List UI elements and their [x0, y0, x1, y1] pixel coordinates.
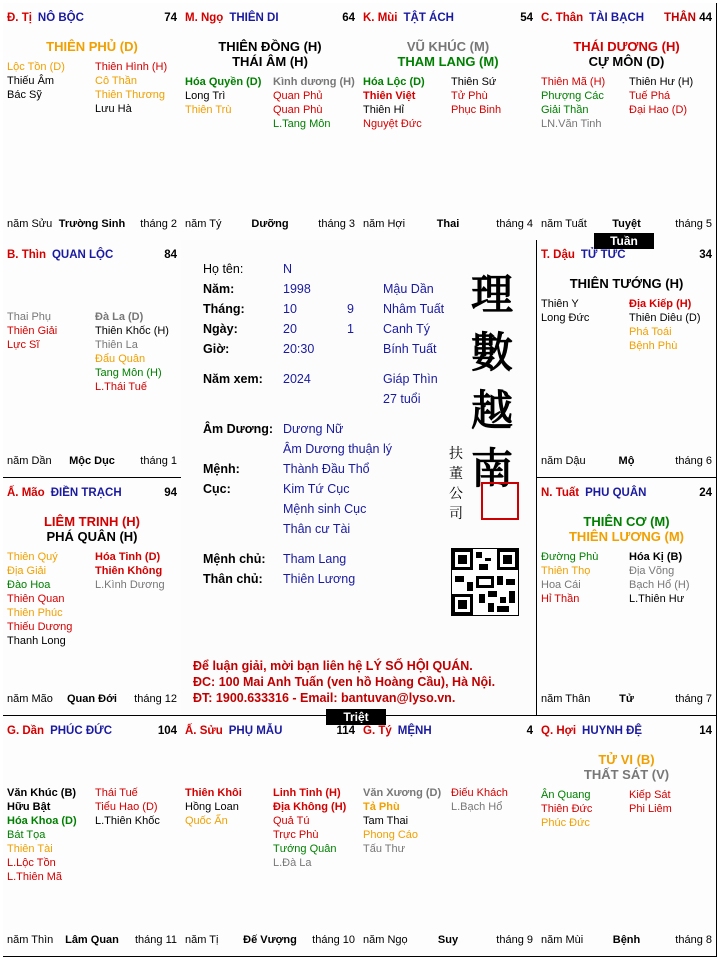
minor-stars-right	[629, 297, 701, 353]
minor-star: Văn Xương (D)	[363, 787, 442, 799]
minor-stars-right	[95, 60, 167, 116]
palace-mao[interactable]	[3, 478, 182, 716]
palace-stage: Mộ	[618, 455, 635, 467]
palace-stage: Suy	[437, 934, 459, 946]
minor-stars-right	[451, 786, 508, 814]
palace-footer	[363, 218, 533, 232]
main-stars	[537, 752, 716, 782]
palace-year: năm Tý	[185, 218, 222, 230]
palace-number: 24	[699, 487, 712, 499]
minor-star: Quả Tú	[273, 815, 310, 827]
palace-stage: Dưỡng	[251, 218, 289, 230]
chart-center-info	[181, 240, 537, 716]
sub-char-4: 司	[449, 506, 463, 522]
palace-branch: T. Dậu	[541, 249, 575, 261]
minor-star: Quốc Ấn	[185, 815, 228, 827]
day-lunar: 1	[347, 322, 354, 336]
hour-value: 20:30	[283, 342, 315, 356]
main-star: THIÊN LƯƠNG (M)	[568, 529, 685, 544]
palace-header	[541, 12, 712, 26]
minor-star: Tam Thai	[363, 815, 409, 827]
palace-number: 84	[164, 249, 177, 261]
minor-star: Đại Hao (D)	[629, 104, 688, 116]
main-star: CỰ MÔN (D)	[588, 54, 665, 69]
minor-star: Hóa Tinh (D)	[95, 551, 161, 563]
palace-ty[interactable]	[359, 716, 538, 957]
minor-star: Đẩu Quân	[95, 353, 146, 365]
main-stars	[537, 276, 716, 291]
palace-name: THIÊN DI	[229, 12, 279, 24]
palace-month: tháng 7	[675, 693, 712, 705]
palace-stage: Mộc Dục	[69, 455, 115, 467]
contact-line-2: ĐC: 100 Mai Anh Tuấn (ven hồ Hoàng Cầu), Hà Nội.	[193, 675, 496, 689]
minor-star: Thai Phụ	[7, 311, 52, 323]
minor-star: L.Kình Dương	[95, 579, 165, 591]
minor-star: Phúc Đức	[541, 817, 590, 829]
minor-star: Nguyệt Đức	[363, 118, 422, 130]
cuc-note-1: Mệnh sinh Cục	[283, 502, 367, 516]
minor-star: Phục Binh	[451, 104, 502, 116]
minor-star: Lực Sĩ	[7, 339, 40, 351]
minor-star: Thiên Tài	[7, 843, 53, 855]
minor-star: Hóa Lộc (D)	[363, 76, 425, 88]
minor-star: L.Bạch Hổ	[451, 801, 503, 813]
month-lunar: 9	[347, 302, 354, 316]
minor-star: Phong Cáo	[363, 829, 419, 841]
minor-star: L.Thiên Mã	[7, 871, 63, 883]
year-label: Năm:	[203, 282, 235, 296]
minor-star: Thiên Việt	[363, 90, 416, 102]
contact-line-3: ĐT: 1900.633316 - Email: bantuvan@lyso.vn.	[193, 691, 456, 705]
minor-star: Thiên Y	[541, 298, 579, 310]
brand-char-1: 理	[471, 270, 514, 319]
palace-header	[541, 487, 712, 501]
palace-name: QUAN LỘC	[51, 249, 114, 261]
palace-than[interactable]	[537, 3, 717, 241]
tuan-tag: Tuần	[594, 233, 654, 249]
main-star: VŨ KHÚC (M)	[406, 39, 490, 54]
minor-star: L.Đà La	[273, 857, 312, 869]
palace-header	[7, 487, 177, 501]
minor-star: Thiên Khốc (H)	[95, 325, 169, 337]
palace-number: 114	[336, 725, 355, 737]
minor-star: Hóa Khoa (D)	[7, 815, 77, 827]
minor-stars-left	[7, 60, 65, 102]
minor-stars-left	[541, 297, 589, 325]
month-label: Tháng:	[203, 302, 245, 316]
minor-star: Thiên Thọ	[541, 565, 591, 577]
palace-branch: Đ. Tị	[7, 12, 32, 24]
minor-stars-left	[363, 786, 441, 856]
menh-label: Mệnh:	[203, 462, 240, 476]
minor-star: Thanh Long	[7, 635, 66, 647]
main-stars	[3, 39, 181, 54]
palace-number: 34	[699, 249, 712, 261]
palace-header	[185, 12, 355, 26]
minor-star: Bác Sỹ	[7, 89, 42, 101]
minor-star: Thiên Hình (H)	[95, 61, 168, 73]
palace-branch: G. Dần	[7, 725, 45, 737]
minor-star: Thiên Quý	[7, 551, 58, 563]
minor-stars-right	[451, 75, 501, 117]
minor-stars-left	[363, 75, 425, 131]
palace-month: tháng 12	[134, 693, 177, 705]
palace-stage: Bệnh	[612, 934, 641, 946]
minor-star: Quan Phủ	[273, 90, 323, 102]
menh-chu-label: Mệnh chủ:	[203, 552, 266, 566]
palace-month: tháng 10	[312, 934, 355, 946]
minor-star: Bệnh Phù	[629, 340, 678, 352]
red-seal-icon	[481, 482, 519, 520]
minor-star: Tấu Thư	[363, 843, 406, 855]
minor-star: Hồng Loan	[185, 801, 239, 813]
minor-star: Thiên Quan	[7, 593, 65, 605]
palace-header	[363, 12, 533, 26]
than-marker: THÂN	[664, 12, 696, 24]
minor-star: LN.Văn Tinh	[541, 118, 602, 130]
minor-stars-left	[185, 75, 261, 117]
palace-month: tháng 11	[134, 934, 177, 946]
palace-tuat[interactable]	[537, 478, 717, 716]
sub-char-1: 扶	[449, 446, 463, 462]
palace-footer	[7, 218, 177, 232]
minor-star: Điếu Khách	[451, 787, 508, 799]
minor-star: Tả Phù	[363, 801, 400, 813]
brand-char-4: 南	[471, 444, 514, 493]
palace-name: PHỤ MẪU	[228, 725, 283, 737]
minor-stars-right	[273, 786, 346, 870]
palace-branch: N. Tuất	[541, 487, 580, 499]
name-value: N	[283, 262, 293, 276]
palace-footer	[7, 693, 177, 707]
minor-star: Phượng Các	[541, 90, 604, 102]
palace-name: MỆNH	[397, 725, 432, 737]
palace-number: 54	[520, 12, 533, 24]
palace-number: 64	[342, 12, 355, 24]
palace-year: năm Dần	[7, 455, 52, 467]
minor-stars-left	[7, 786, 77, 884]
palace-name: NÔ BỘC	[37, 12, 84, 24]
main-stars	[181, 39, 359, 69]
minor-stars-left	[7, 310, 57, 352]
palace-header	[7, 725, 177, 739]
minor-star: Kiếp Sát	[629, 789, 671, 801]
palace-suu[interactable]	[181, 716, 360, 957]
palace-footer	[541, 455, 712, 469]
palace-branch: C. Thân	[541, 12, 584, 24]
minor-star: Thiên Đức	[541, 803, 593, 815]
minor-star: Hoa Cái	[541, 579, 581, 591]
minor-stars-right	[629, 550, 690, 606]
minor-star: Tiểu Hao (D)	[95, 801, 158, 813]
minor-star: Ân Quang	[541, 789, 591, 801]
palace-branch: B. Thìn	[7, 249, 46, 261]
palace-footer	[363, 934, 533, 948]
main-stars	[3, 514, 181, 544]
view-year-can: Giáp Thìn	[383, 372, 438, 386]
palace-month: tháng 1	[140, 455, 177, 467]
palace-stage: Trường Sinh	[58, 218, 126, 230]
palace-footer	[185, 218, 355, 232]
minor-star: Tang Môn (H)	[95, 367, 162, 379]
palace-ti[interactable]	[3, 3, 182, 241]
age-value: 27 tuổi	[383, 392, 421, 406]
palace-branch: G. Tý	[363, 725, 392, 737]
palace-name: PHU QUÂN	[585, 487, 647, 499]
palace-year: năm Thân	[541, 693, 591, 705]
minor-star: Đà La (D)	[95, 311, 144, 323]
minor-star: Thiên Giải	[7, 325, 58, 337]
minor-stars-right	[629, 788, 672, 816]
minor-star: Bát Tọa	[7, 829, 46, 841]
month-value: 10	[283, 302, 297, 316]
minor-stars-right	[273, 75, 355, 131]
palace-thin[interactable]	[3, 240, 182, 478]
palace-stage: Quan Đới	[67, 693, 117, 705]
brand-char-2: 數	[471, 328, 514, 377]
palace-month: tháng 2	[140, 218, 177, 230]
minor-star: Bạch Hổ (H)	[629, 579, 690, 591]
minor-star: L.Lộc Tồn	[7, 857, 56, 869]
minor-star: Lộc Tồn (D)	[7, 61, 65, 73]
minor-stars-right	[95, 786, 160, 828]
minor-star: Thiên Thương	[95, 89, 166, 101]
minor-star: Tử Phù	[451, 90, 488, 102]
minor-star: Đường Phù	[541, 551, 599, 563]
palace-year: năm Thìn	[7, 934, 54, 946]
minor-star: Thiếu Âm	[7, 75, 55, 87]
month-can: Nhâm Tuất	[383, 302, 445, 316]
minor-stars-left	[541, 75, 605, 131]
palace-branch: K. Mùi	[363, 12, 398, 24]
main-star: THIÊN PHỦ (D)	[46, 39, 138, 54]
palace-year: năm Dậu	[541, 455, 586, 467]
palace-year: năm Sửu	[7, 218, 53, 230]
minor-star: Thiên Hỉ	[363, 104, 404, 116]
palace-ngo[interactable]	[181, 3, 360, 241]
palace-footer	[541, 934, 712, 948]
minor-star: Thiên La	[95, 339, 138, 351]
minor-stars-right	[95, 310, 169, 394]
palace-number: 4	[526, 725, 533, 737]
minor-star: Địa Giải	[7, 565, 47, 577]
minor-stars-left	[541, 550, 598, 606]
contact-line-1: Để luận giải, mời bạn liên hệ LÝ SỐ HỘI QUÁN.	[193, 659, 473, 673]
minor-star: Hữu Bật	[7, 801, 51, 813]
minor-stars-left	[185, 786, 242, 828]
palace-stage: Đế Vượng	[243, 934, 297, 946]
sub-char-3: 公	[449, 486, 463, 502]
palace-number: 104	[157, 725, 177, 737]
than-chu-value: Thiên Lương	[283, 572, 356, 586]
amduong-label: Âm Dương:	[203, 422, 274, 436]
palace-hoi[interactable]	[537, 716, 717, 957]
minor-star: Phá Toái	[629, 326, 672, 338]
palace-name: HUYNH ĐỆ	[582, 725, 643, 737]
palace-year: năm Ngọ	[363, 934, 408, 946]
qr-code-icon[interactable]	[451, 548, 519, 616]
view-year-label: Năm xem:	[203, 372, 263, 386]
palace-header	[541, 725, 712, 739]
minor-star: Linh Tinh (H)	[273, 787, 341, 799]
minor-star: L.Tang Môn	[273, 118, 331, 130]
minor-star: Địa Võng	[629, 565, 675, 577]
palace-dan[interactable]	[3, 716, 182, 957]
minor-star: Tướng Quân	[273, 843, 337, 855]
palace-header	[185, 725, 355, 739]
palace-dau[interactable]	[537, 240, 717, 478]
palace-name: TẬT ÁCH	[403, 12, 454, 24]
palace-month: tháng 6	[675, 455, 712, 467]
cuc-label: Cục:	[203, 482, 231, 496]
palace-year: năm Hợi	[363, 218, 406, 230]
day-can: Canh Tý	[383, 322, 431, 336]
palace-footer	[185, 934, 355, 948]
minor-star: Thiếu Dương	[7, 621, 73, 633]
minor-star: Long Trì	[185, 90, 226, 102]
minor-star: Trực Phù	[273, 829, 319, 841]
palace-stage: Tử	[619, 693, 634, 705]
main-star: THAM LANG (M)	[397, 54, 499, 69]
main-star: THIÊN ĐỒNG (H)	[218, 39, 322, 54]
minor-star: Tuế Phá	[629, 90, 671, 102]
minor-star: L.Thiên Khốc	[95, 815, 160, 827]
palace-month: tháng 8	[675, 934, 712, 946]
minor-stars-left	[541, 788, 592, 830]
day-label: Ngày:	[203, 322, 238, 336]
palace-footer	[7, 934, 177, 948]
main-star: THIÊN CƠ (M)	[583, 514, 670, 529]
main-stars	[537, 514, 716, 544]
main-star: PHÁ QUÂN (H)	[46, 529, 138, 544]
palace-stage: Lâm Quan	[65, 934, 119, 946]
main-star: LIÊM TRINH (H)	[43, 514, 141, 529]
main-star: THẤT SÁT (V)	[583, 767, 670, 782]
minor-star: Thiên Phúc	[7, 607, 63, 619]
minor-star: Thiên Không	[95, 565, 163, 577]
sub-char-2: 董	[449, 466, 463, 482]
minor-star: Thiên Diêu (D)	[629, 312, 701, 324]
palace-number: 74	[164, 12, 177, 24]
minor-star: Thiên Trù	[185, 104, 232, 116]
palace-footer	[7, 455, 177, 469]
brand-char-3: 越	[471, 386, 514, 435]
main-stars	[537, 39, 716, 69]
minor-star: Thiên Hư (H)	[629, 76, 694, 88]
palace-stage: Thai	[436, 218, 460, 230]
palace-branch: Ấ. Sửu	[185, 725, 223, 737]
palace-header	[7, 249, 177, 263]
palace-month: tháng 3	[318, 218, 355, 230]
palace-header	[7, 12, 177, 26]
minor-star: Hóa Quyền (D)	[185, 76, 262, 88]
palace-number: 94	[164, 487, 177, 499]
palace-month: tháng 9	[496, 934, 533, 946]
year-can: Mậu Dần	[383, 282, 434, 296]
name-label: Họ tên:	[203, 262, 244, 276]
minor-star: Phi Liêm	[629, 803, 672, 815]
view-year-value: 2024	[283, 372, 311, 386]
hour-label: Giờ:	[203, 342, 230, 356]
palace-year: năm Tuất	[541, 218, 587, 230]
minor-star: Kình dương (H)	[273, 76, 355, 88]
palace-mui[interactable]	[359, 3, 538, 241]
palace-year: năm Mão	[7, 693, 53, 705]
main-star: THÁI DƯƠNG (H)	[573, 39, 680, 54]
minor-stars-right	[95, 550, 165, 592]
palace-month: tháng 4	[496, 218, 533, 230]
minor-star: Địa Không (H)	[273, 801, 347, 813]
minor-star: Giải Thần	[541, 104, 589, 116]
year-value: 1998	[283, 282, 311, 296]
minor-star: L.Thiên Hư	[629, 593, 685, 605]
palace-name: TỬ TỨC	[580, 249, 626, 261]
minor-star: Hóa Kị (B)	[629, 551, 683, 563]
menh-chu-value: Tham Lang	[283, 552, 347, 566]
palace-name: ĐIỀN TRẠCH	[50, 487, 122, 499]
palace-branch: Q. Hợi	[541, 725, 577, 737]
palace-stage: Tuyệt	[612, 218, 641, 230]
minor-star: Địa Kiếp (H)	[629, 298, 692, 310]
minor-star: Long Đức	[541, 312, 590, 324]
minor-star: Đào Hoa	[7, 579, 51, 591]
minor-star: Lưu Hà	[95, 103, 132, 115]
palace-header	[363, 725, 533, 739]
minor-stars-right	[629, 75, 693, 117]
menh-value: Thành Đầu Thổ	[283, 462, 370, 476]
minor-star: Hỉ Thần	[541, 593, 580, 605]
minor-star: Thiên Mã (H)	[541, 76, 606, 88]
palace-branch: M. Ngọ	[185, 12, 224, 24]
minor-star: Thiên Khôi	[185, 787, 242, 799]
minor-star: Văn Khúc (B)	[7, 787, 77, 799]
hour-can: Bính Tuất	[383, 342, 437, 356]
palace-number: 44	[699, 12, 712, 24]
palace-branch: Ấ. Mão	[7, 487, 45, 499]
main-star: THIÊN TƯỚNG (H)	[569, 276, 684, 291]
minor-star: Cô Thần	[95, 75, 137, 87]
palace-name: TÀI BẠCH	[589, 12, 645, 24]
palace-year: năm Tị	[185, 934, 219, 946]
minor-star: Quan Phù	[273, 104, 323, 116]
palace-year: năm Mùi	[541, 934, 584, 946]
cuc-note-2: Thân cư Tài	[283, 522, 351, 536]
cuc-value: Kim Tứ Cục	[283, 482, 350, 496]
amduong-value: Dương Nữ	[283, 422, 344, 436]
palace-name: PHÚC ĐỨC	[50, 725, 112, 737]
palace-footer	[541, 693, 712, 707]
main-stars	[359, 39, 537, 69]
day-value: 20	[283, 322, 297, 336]
triet-tag: Triệt	[326, 709, 386, 725]
than-chu-label: Thân chủ:	[203, 572, 263, 586]
minor-star: L.Thái Tuế	[95, 381, 147, 393]
minor-star: Thiên Sứ	[451, 76, 497, 88]
amduong-note: Âm Dương thuận lý	[283, 442, 392, 456]
palace-header	[541, 249, 712, 263]
minor-star: Thái Tuế	[95, 787, 138, 799]
palace-month: tháng 5	[675, 218, 712, 230]
palace-footer	[541, 218, 712, 232]
palace-number: 14	[699, 725, 712, 737]
main-star: THÁI ÂM (H)	[232, 54, 308, 69]
main-star: TỬ VI (B)	[598, 752, 655, 767]
minor-stars-left	[7, 550, 72, 648]
